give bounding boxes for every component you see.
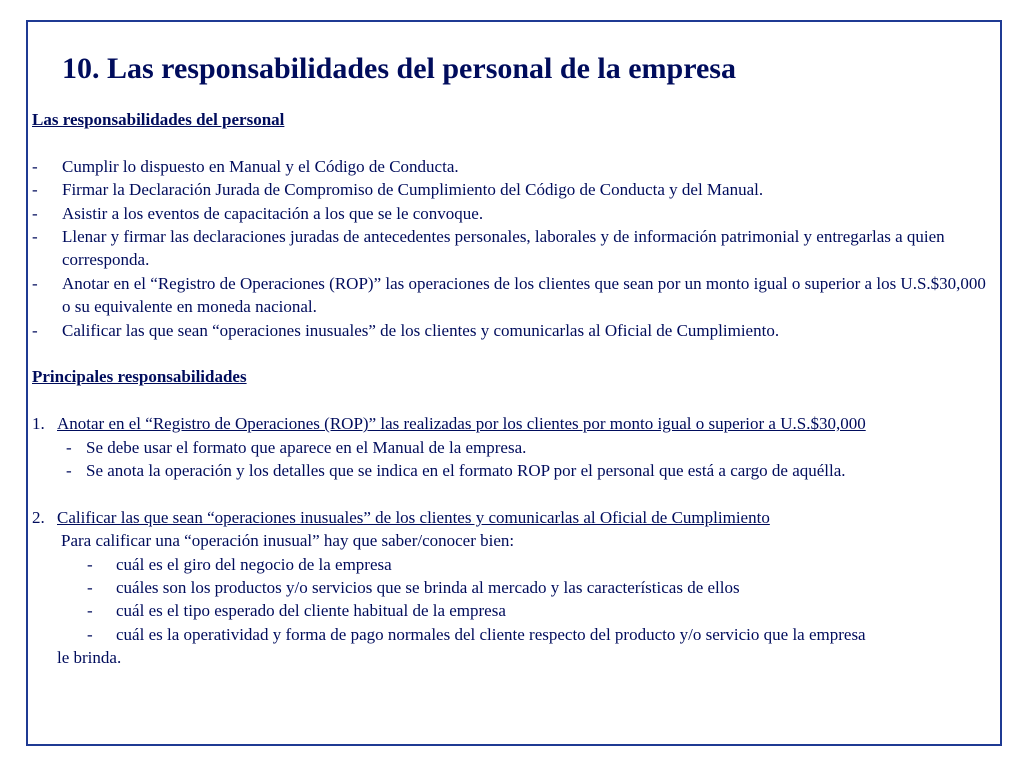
bullet-text: Asistir a los eventos de capacitación a los que se le convoque. [62, 203, 484, 223]
intro-text: Para calificar una “operación inusual” hay que saber/conocer bien: [61, 531, 515, 551]
bullet-text: Anotar en el “Registro de Operaciones (ROP)” las operaciones de los clientes que sean por un monto igual o superior a los U.S.$30,000 o su equivalente en moneda nacional. [62, 273, 986, 317]
bullet-text: Calificar las que sean “operaciones inusuales” de los clientes y comunicarlas al Oficial de Cumplimiento. [62, 320, 780, 340]
bullet-text: Firmar la Declaración Jurada de Compromiso de Cumplimiento del Código de Conducta y del Manual. [62, 180, 764, 200]
sub-mark: - [66, 437, 72, 457]
bullet-item [32, 155, 998, 178]
sub-item-text: Se debe usar el formato que aparece en el Manual de la empresa. [86, 437, 527, 457]
bullet-item [32, 319, 998, 342]
sub-item-text: cuál es la operatividad y forma de pago normales del cliente respecto del producto y/o servicio que la empresa [116, 624, 866, 644]
bullet-text: Llenar y firmar las declaraciones juradas de antecedentes personales, laborales y de información patrimonial y entregarlas a quien corresponda. [62, 227, 945, 270]
spacer [32, 131, 998, 154]
numbered-item-text: Anotar en el “Registro de Operaciones (ROP)” las realizadas por los clientes por monto igual o superior a U.S.$30,000 [57, 414, 866, 434]
spacer [32, 389, 998, 412]
bullet-mark: - [32, 227, 38, 247]
sub-item-text-continued: le brinda. [57, 648, 122, 668]
bullet-text: Cumplir lo dispuesto en Manual y el Código de Conducta. [62, 156, 459, 176]
sub-mark: - [87, 624, 93, 644]
sub-item-text: cuál es el tipo esperado del cliente habitual de la empresa [116, 601, 506, 621]
sub-item [32, 623, 998, 670]
sub-item-text: cuáles son los productos y/o servicios que se brinda al mercado y las características de ellos [116, 578, 740, 598]
section-heading-personal: Las responsabilidades del personal [32, 110, 285, 129]
sub-mark: - [87, 601, 93, 621]
bullet-mark: - [32, 273, 38, 293]
sub-mark: - [87, 554, 93, 574]
numbered-item [32, 506, 998, 529]
item-number: 2. [32, 507, 45, 527]
sub-item-text: Se anota la operación y los detalles que se indica en el formato ROP por el personal que está a cargo de aquélla. [86, 461, 846, 481]
slide-title: 10. Las responsabilidades del personal de la empresa [62, 52, 736, 85]
bullet-item [32, 178, 998, 201]
numbered-item [32, 412, 998, 435]
sub-item [32, 576, 998, 599]
bullet-mark: - [32, 180, 38, 200]
bullet-item [32, 272, 998, 319]
sub-item [32, 459, 998, 482]
sub-item [32, 553, 998, 576]
bullet-item [32, 225, 998, 272]
item-number: 1. [32, 414, 45, 434]
section-heading-principales: Principales responsabilidades [32, 367, 247, 387]
spacer [32, 342, 998, 365]
sub-item [32, 599, 998, 622]
spacer [32, 482, 998, 505]
sub-item [32, 436, 998, 459]
sub-mark: - [66, 461, 72, 481]
bullet-item [32, 202, 998, 225]
bullet-mark: - [32, 320, 38, 340]
numbered-item-text: Calificar las que sean “operaciones inusuales” de los clientes y comunicarlas al Oficial de Cumplimiento [57, 507, 770, 527]
sub-mark: - [87, 578, 93, 598]
bullet-mark: - [32, 156, 38, 176]
slide-content [32, 108, 998, 670]
bullet-mark: - [32, 203, 38, 223]
sub-item-text: cuál es el giro del negocio de la empresa [116, 554, 392, 574]
